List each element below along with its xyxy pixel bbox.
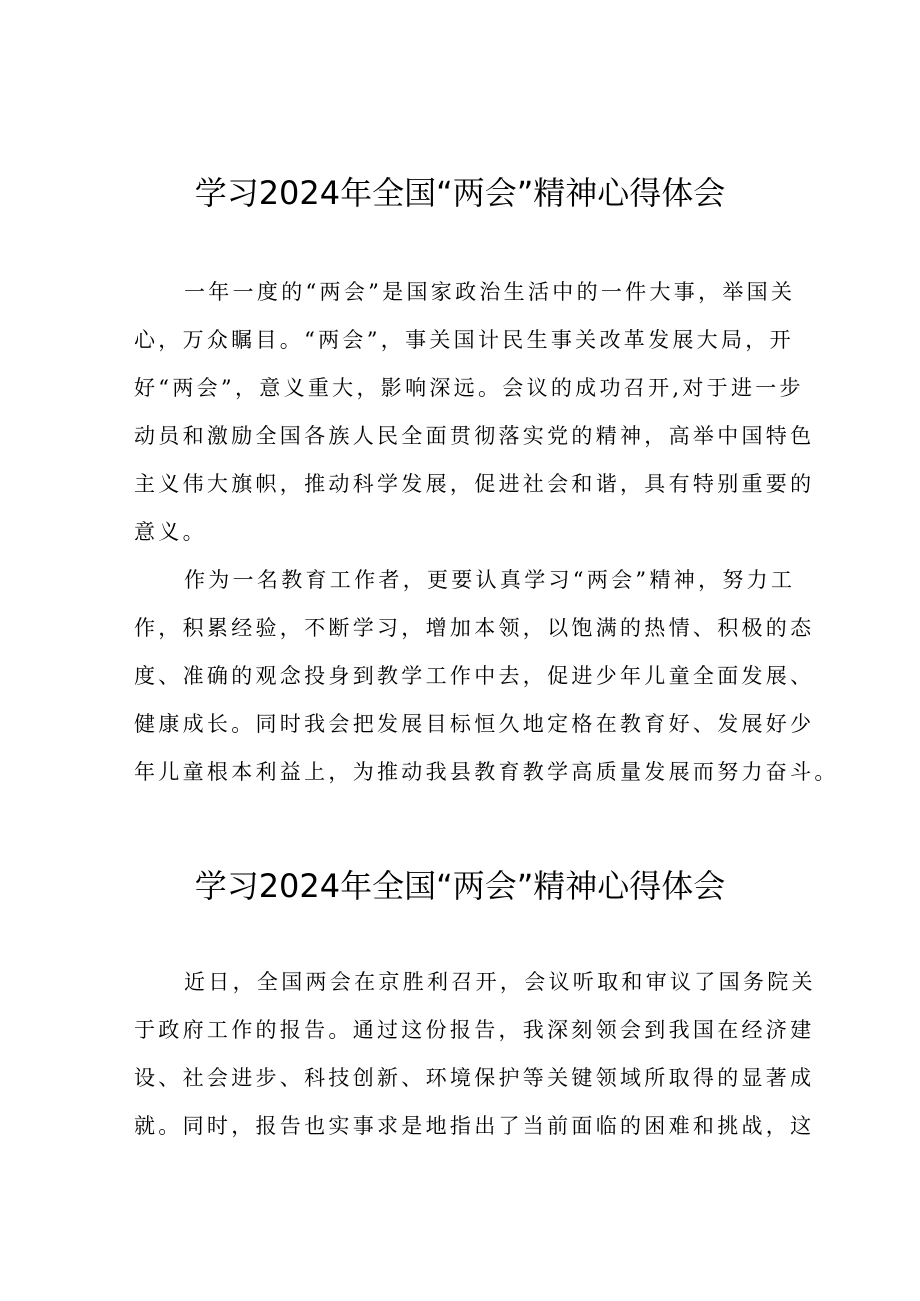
- paragraph-line: 作，积累经验，不断学习，增加本领，以饱满的热情、积极的态: [134, 616, 815, 640]
- paragraph-line: 度、准确的观念投身到教学工作中去，促进少年儿童全面发展、: [134, 664, 815, 688]
- paragraph-line: 近日，全国两会在京胜利召开，会议听取和审议了国务院关: [184, 970, 816, 994]
- paragraph-line: 健康成长。同时我会把发展目标恒久地定格在教育好、发展好少: [134, 712, 815, 736]
- document-title: 学习2024年全国“两会”精神心得体会: [194, 867, 726, 905]
- paragraph-line: 就。同时，报告也实事求是地指出了当前面临的困难和挑战，这: [134, 1114, 815, 1138]
- document-title: 学习2024年全国“两会”精神心得体会: [194, 174, 726, 212]
- paragraph-line: 设、社会进步、科技创新、环境保护等关键领域所取得的显著成: [134, 1066, 815, 1090]
- paragraph-line: 年儿童根本利益上，为推动我县教育教学高质量发展而努力奋斗。: [134, 760, 839, 784]
- paragraph-line: 动员和激励全国各族人民全面贯彻落实党的精神，高举中国特色: [134, 424, 815, 448]
- paragraph-line: 一年一度的“两会”是国家政治生活中的一件大事，举国关: [184, 280, 796, 304]
- paragraph-line: 主义伟大旗帜，推动科学发展，促进社会和谐，具有特别重要的: [134, 472, 815, 496]
- paragraph-line: 于政府工作的报告。通过这份报告，我深刻领会到我国在经济建: [134, 1018, 815, 1042]
- paragraph-line: 好“两会”，意义重大，影响深远。会议的成功召开,对于进一步: [134, 376, 804, 400]
- paragraph-line: 意义。: [134, 520, 207, 544]
- paragraph-line: 心，万众瞩目。“两会”，事关国计民生事关改革发展大局，开: [134, 328, 794, 352]
- paragraph-line: 作为一名教育工作者，更要认真学习“两会”精神，努力工: [184, 568, 796, 592]
